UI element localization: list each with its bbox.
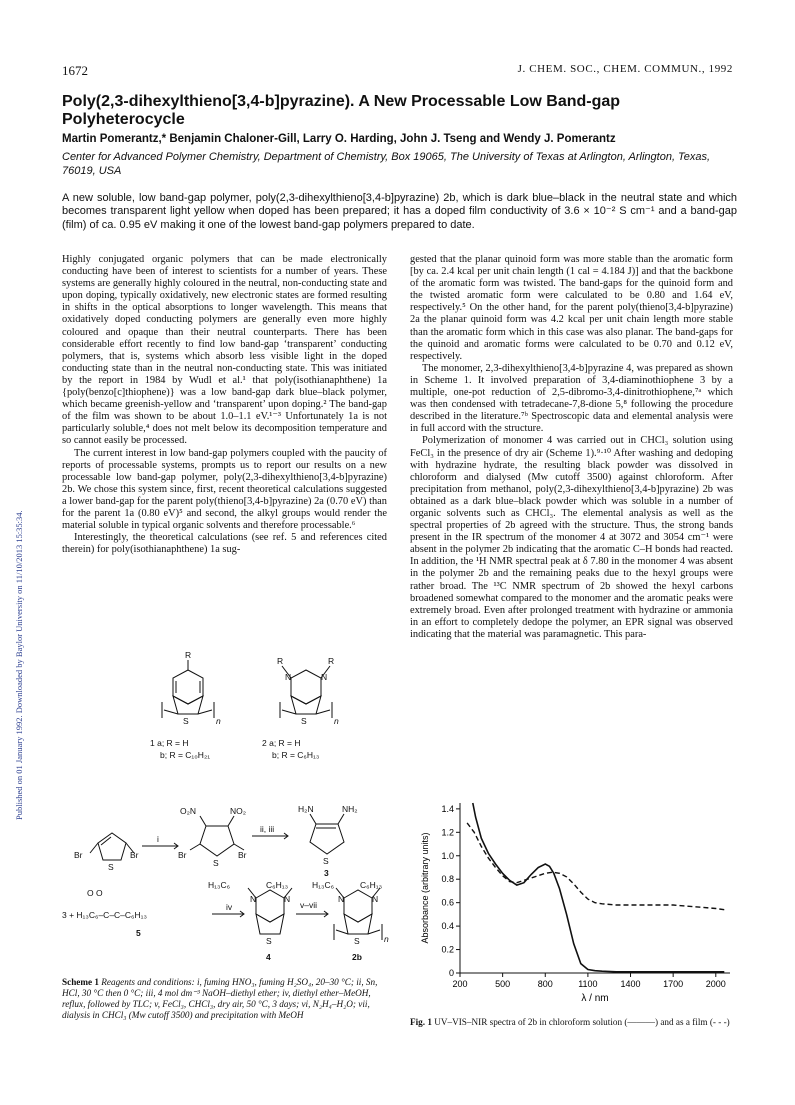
download-watermark (4, 300, 24, 820)
step-iv: iv (226, 902, 233, 912)
scheme-n-label: n (334, 716, 339, 726)
chart-y-tick-label: 0.2 (441, 944, 454, 955)
scheme-1-diagram (60, 478, 405, 974)
structure-diaminothiophene (310, 814, 344, 854)
scheme-br: Br (178, 850, 187, 860)
scheme-r-label: R (185, 650, 192, 660)
scheme-r-label: R (277, 656, 284, 666)
scheme-caption-title: Scheme 1 (62, 977, 99, 987)
scheme-br: Br (74, 850, 83, 860)
paragraph: Highly conjugated organic polymers that can be made electronically conducting have been of interest to scientists for a number of years. These systems are generally highly coloured in the neutral, non-conducting state and upon doping, typically oxidatively, new electronic states are formed resulting in shifts in the optical absorptions to longer wavelength. This means that oxidatively doped conducting polymers are generally even more highly coloured and opaque than their neutral counterparts. There has been considerable effort recently to find low band-gap ‘transparent’ conducting polymers, that is, systems which absorb less visible light in the doped conducting state than in the neutral non-conducting state. This was initiated by the report in 1984 by Wudl et al.¹ that poly(isothianaphthene) 1a {poly(benzo[c]thiophene)} was a low band-gap dark blue–black polymer, which became greenish-yellow and ‘transparent’ upon doping.² The band-gap of the film was shown to be about 1.0–1.1 eV.¹⁻³ Unfortunately 1a is not particularly soluble,⁴ does not melt below its decomposition temperature and so cannot easily be processed. (62, 254, 387, 447)
scheme-hexyl: H₁₃C₆ (312, 880, 335, 890)
article-title: Poly(2,3-dihexylthieno[3,4-b]pyrazine). A New Processable Low Band-gap Polyheterocycle (62, 93, 621, 128)
chart-x-tick-label: 2000 (705, 979, 726, 989)
scheme-n-atom: N (285, 672, 292, 682)
label-2b: b; R = C₆H₁₃ (272, 750, 320, 760)
chart-series-dashed (467, 823, 724, 910)
figure-caption-title: Fig. 1 (410, 1017, 432, 1027)
scheme-s-label: S (213, 858, 219, 868)
scheme-s-label: S (266, 936, 272, 946)
journal-header: J. CHEM. SOC., CHEM. COMMUN., 1992 (517, 63, 733, 75)
scheme-s-label: S (183, 716, 189, 726)
abstract: A new soluble, low band-gap polymer, poly(2,3-dihexylthieno[3,4-b]pyrazine) 2b, which is dark blue–black in the neutral state and which becomes transparent light yellow when doped has been prepared; it has a doped film conductivity of 3.6 × 10⁻² S cm⁻¹ and a band-gap (film) of ca. 0.95 eV making it one of the lowest band-gap polymers prepared to date. (62, 192, 737, 231)
scheme-n-atom: N (321, 672, 328, 682)
chart-x-tick-label: 1100 (578, 979, 598, 989)
scheme-s-label: S (108, 862, 114, 872)
structure-1 (162, 660, 214, 718)
step-ii-iii: ii, iii (260, 824, 275, 834)
scheme-n-atom: N (338, 894, 345, 904)
scheme-diketone: 3 + H₁₃C₆–C–C–C₆H₁₃ (62, 910, 147, 920)
scheme-n-atom: N (250, 894, 257, 904)
scheme-br: Br (130, 850, 139, 860)
scheme-s-label: S (301, 716, 307, 726)
chart-y-tick-label: 1.4 (441, 803, 454, 814)
chart-x-tick-label: 800 (537, 979, 553, 989)
step-i: i (157, 834, 159, 844)
label-2a: 2 a; R = H (262, 738, 301, 748)
step-v-vii: v–vii (300, 900, 318, 910)
chart-y-axis-label: Absorbance (arbitrary units) (420, 832, 430, 944)
compound-4: 4 (266, 952, 271, 962)
chart-y-tick-label: 0.8 (441, 874, 454, 885)
body-column-right (410, 254, 733, 641)
scheme-h2n: H₂N (298, 804, 314, 814)
structure-dibromothiophene (90, 833, 134, 860)
author-list: Martin Pomerantz,* Benjamin Chaloner-Gill, Larry O. Harding, John J. Tseng and Wendy J. Pomerantz (62, 133, 616, 145)
paragraph: Interestingly, the theoretical calculations (see ref. 5 and references cited therein) for poly(isothianaphthene) 1a sug- (62, 532, 387, 556)
compound-3: 3 (324, 868, 329, 878)
paragraph: The monomer, 2,3-dihexylthieno[3,4-b]pyrazine 4, was prepared as shown in Scheme 1. It involved preparation of 3,4-diaminothiophene 3 by a multiple, one-pot reduction of 2,5-dibromo-3,4-dinitrothiophene,⁷ᵃ which was then condensed with tetradecane-7,8-dione 5,⁸ following the procedure described in the literature.⁷ᵇ Spectroscopic data and elemental analysis were in full accord with the structure. (410, 362, 733, 435)
paragraph: Polymerization of monomer 4 was carried out in CHCl₃ solution using FeCl₃ in the presence of dry air (Scheme 1).⁹·¹⁰ After washing and dedoping with hydrazine hydrate, the resulting black powder was dissolved in chloroform and dialysed (Mw cutoff 3500) against chloroform. After precipitation from methanol, poly(2,3-dihexylthieno[3,4-b]pyrazine) 2b was obtained as a dark blue–black powder which was soluble in a number of organic solvents such as CHCl₃. The elemental analysis as well as the spectral properties of 2b agreed with the structure. Thus, the strong bands present in the IR spectrum of the monomer 4 at 3072 and 3054 cm⁻¹ were absent in the polymer 2b indicating that the aromatic C–H bonds had reacted. In addition, the ¹H NMR spectral peak at δ 7.80 in the monomer 4 was absent in the polymer 2b and the remaining peaks due to the hexyl groups were rather broad. The ¹³C NMR spectrum of 2b showed the hexyl carbons broadened somewhat compared to the monomer and the aromatic peaks were extremely broad. Even after prolonged treatment with hydrazine or ammonia in an effort to completely dedope the polymer, an EPR signal was observed indicating that the material was paramagnetic. This para- (410, 435, 733, 640)
figure-caption-text: UV–VIS–NIR spectra of 2b in chloroform solution (———) and as a film (- - -) (434, 1017, 730, 1027)
chart-y-tick-label: 0.6 (441, 897, 454, 908)
chart-y-tick-label: 1.2 (441, 827, 454, 838)
scheme-s-label: S (323, 856, 329, 866)
page-number: 1672 (62, 63, 88, 78)
affiliation: Center for Advanced Polymer Chemistry, Department of Chemistry, Box 19065, The University of Texas at Arlington, Arlington, Texas, 76019, USA (62, 151, 711, 177)
scheme-s-label: S (354, 936, 360, 946)
scheme-oxo: O O (87, 888, 103, 898)
scheme-n-atom: N (372, 894, 379, 904)
scheme-hexyl: C₆H₁₃ (266, 880, 289, 890)
scheme-hexyl: H₁₃C₆ (208, 880, 231, 890)
scheme-br: Br (238, 850, 247, 860)
chart-x-axis-label: λ / nm (581, 993, 609, 1004)
label-1b: b; R = C₁₀H₂₁ (160, 750, 211, 760)
scheme-nh2: NH₂ (342, 804, 358, 814)
label-1a: 1 a; R = H (150, 738, 189, 748)
uv-vis-nir-chart (408, 795, 738, 1015)
paragraph: gested that the planar quinoid form was more stable than the aromatic form [by ca. 2.4 kcal per unit chain length (1 cal = 4.184 J)] and that the backbone of the aromatic form was twisted. The band-gaps for the quinoid form and the twisted aromatic form were calculated to be 0.80 and 1.64 eV, respectively.⁵ On the other hand, for the parent poly(thieno[3,4-b]pyrazine) 2a the planar quinoid form was 4.2 kcal per unit chain length more stable than the aromatic form which in this case was also planar. The band-gaps for the quinoid and aromatic forms were calculated to be 0.70 and 0.12 eV, respectively. (410, 254, 733, 362)
chart-x-tick-label: 500 (495, 979, 511, 989)
scheme-caption-text: Reagents and conditions: i, fuming HNO₃, fuming H₂SO₄, 20–30 °C; ii, Sn, HCl, 30 °C then 0 °C; iii, 4 mol dm⁻³ NaOH–diethyl ether; iv, diethyl ether–MeOH, reflux, followed by TLC; v, FeCl₃, CHCl₃, dry air, 50 °C, 3 days; vi, N₂H₄–H₂O; vii, dialysis in CHCl₃ (Mw cutoff 3500) and precipitation with MeOH (62, 977, 378, 1020)
chart-y-tick-label: 0 (448, 968, 454, 978)
download-watermark-text: Published on 01 January 1992. Downloaded by Baylor University on 11/10/2013 15:35:34. (14, 510, 24, 820)
chart-y-tick-label: 0.4 (441, 921, 454, 932)
chart-y-tick-label: 1.0 (441, 850, 454, 861)
scheme-no2: NO₂ (230, 806, 247, 816)
scheme-r-label: R (328, 656, 335, 666)
chart-x-tick-label: 1400 (620, 979, 641, 989)
scheme-n-atom: N (284, 894, 291, 904)
scheme-hexyl: C₆H₁₃ (360, 880, 383, 890)
compound-2b: 2b (352, 952, 362, 962)
scheme-n-label: n (384, 934, 389, 944)
chart-x-tick-label: 200 (452, 979, 468, 989)
scheme-n-label: n (216, 716, 221, 726)
figure-caption (410, 1017, 735, 1028)
scheme-caption (62, 977, 392, 1021)
chart-x-tick-label: 1700 (663, 979, 684, 989)
structure-dinitrothiophene (190, 816, 244, 856)
paragraph: The current interest in low band-gap polymers coupled with the paucity of reports of processable systems, prompts us to report our results on a new processable low band-gap polymer, poly(2,3-dihexylthieno[3,4-b]pyrazine) 2b. We chose this system since, first, recent theoretical calculations suggested a lower band-gap for the parent poly(thieno[3,4-b]pyrazine) 2a (0.70 eV) than for the parent 1a (0.80 eV)⁵ and second, the alkyl groups would render the material soluble in typical organic solvents and therefore processable.⁶ (62, 447, 387, 532)
chart-series-solid (473, 803, 725, 972)
compound-5: 5 (136, 928, 141, 938)
scheme-o2n: O₂N (180, 806, 197, 816)
